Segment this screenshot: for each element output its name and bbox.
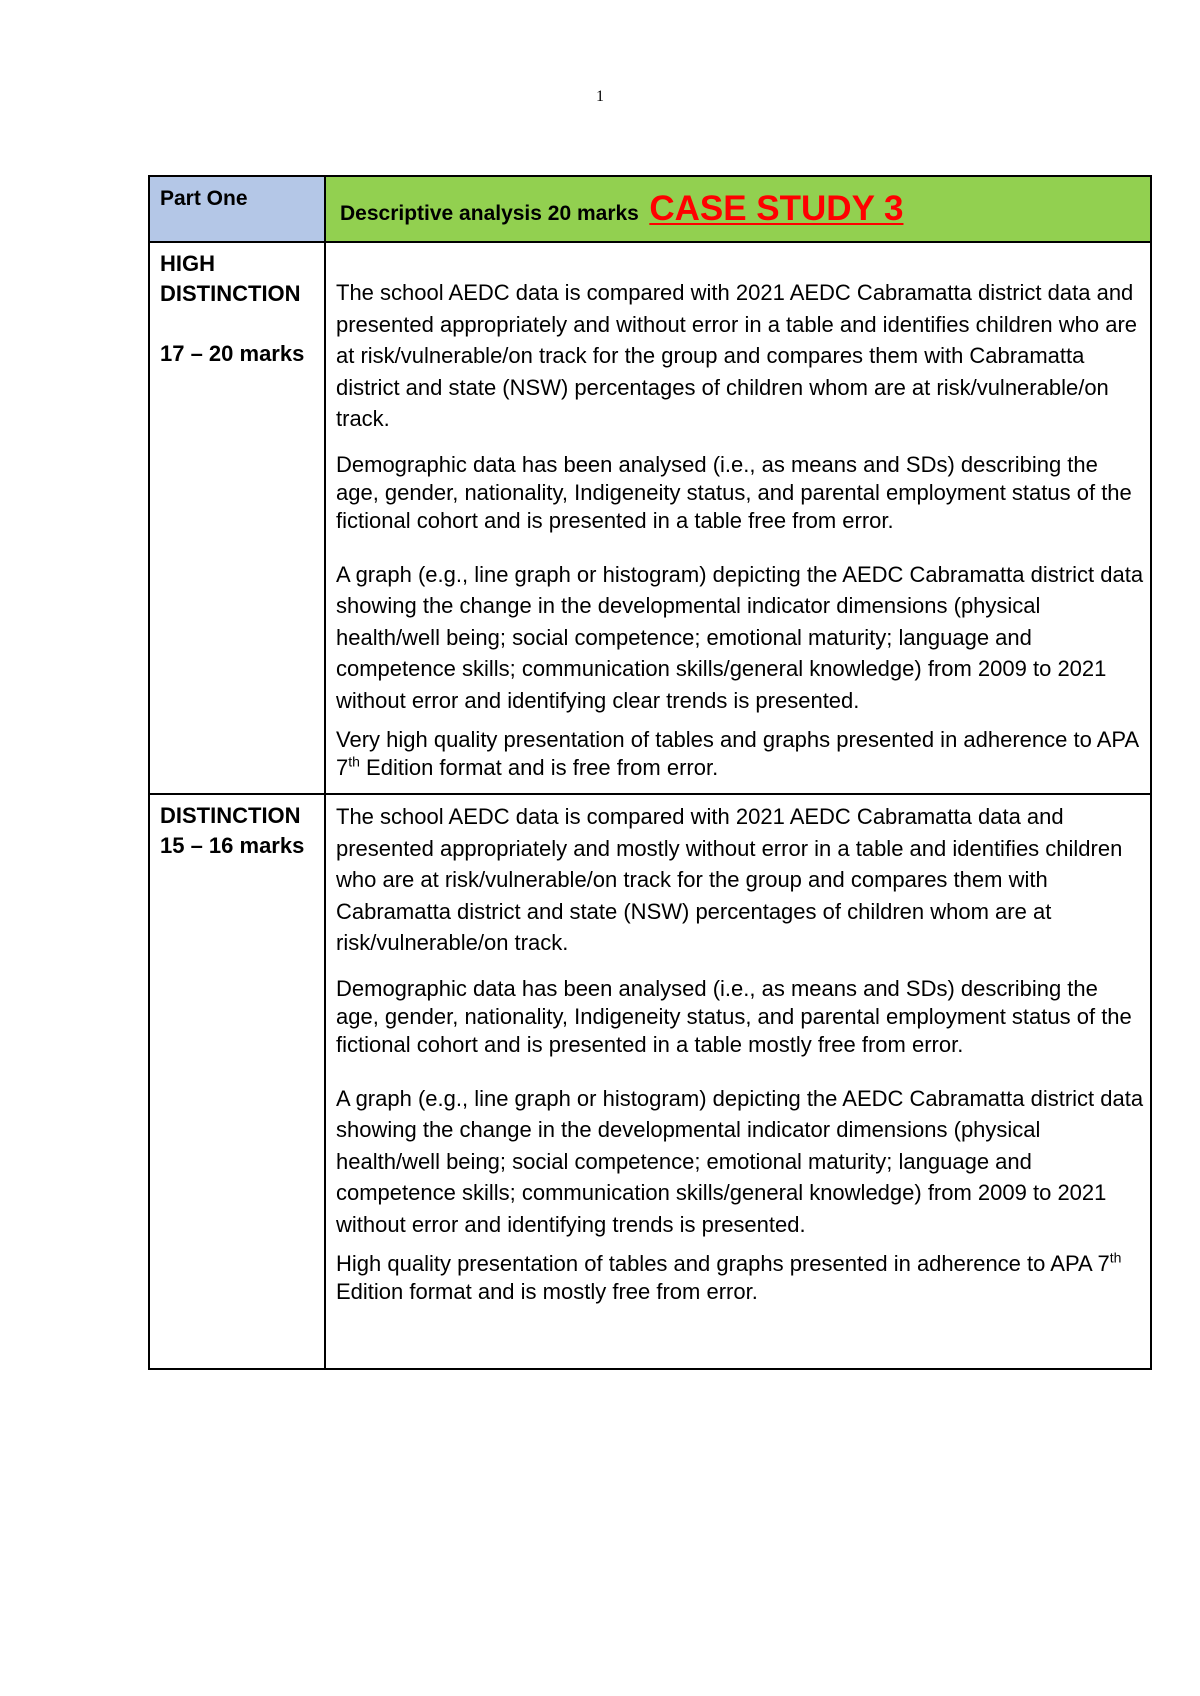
header-title-cell	[325, 176, 1151, 242]
grade-level: DISTINCTION	[160, 803, 301, 828]
criterion-paragraph: Demographic data has been analysed (i.e., as means and SDs) describing the age, gender, nationality, Indigeneity status, and parental employment status of the fictional cohort and is presented in a table free from error.	[336, 451, 1132, 533]
criterion-text: Very high quality presentation of tables and graphs presented in adherence to APA 7	[336, 727, 1138, 780]
marks-range: 15 – 16 marks	[160, 833, 305, 858]
criterion-text: Edition format and is mostly free from error.	[336, 1279, 758, 1304]
page-number: 1	[596, 88, 604, 105]
band-row-high-distinction	[149, 242, 1151, 794]
criterion-paragraph	[336, 726, 1144, 782]
criterion-text: Edition format and is free from error.	[359, 755, 719, 780]
criterion-paragraph: A graph (e.g., line graph or histogram) depicting the AEDC Cabramatta district data showing the change in the developmental indicator dimensions (physical health/well being; social competence; emotional maturity; language and competence skills; communication skills/general knowledge) from 2009 to 2021 without error and identifying clear trends is presented.	[336, 561, 1144, 713]
section-description: Descriptive analysis 20 marks	[340, 202, 639, 225]
ordinal-suffix: th	[1109, 1249, 1122, 1266]
criterion-paragraph: A graph (e.g., line graph or histogram) depicting the AEDC Cabramatta district data showing the change in the developmental indicator dimensions (physical health/well being; social competence; emotional maturity; language and competence skills; communication skills/general knowledge) from 2009 to 2021 without error and identifying trends is presented.	[336, 1085, 1144, 1237]
criteria-cell	[325, 794, 1151, 1369]
band-row-distinction	[149, 794, 1151, 1369]
part-label: Part One	[149, 176, 325, 242]
level-cell	[149, 794, 325, 1369]
criterion-paragraph: Demographic data has been analysed (i.e., as means and SDs) describing the age, gender, nationality, Indigeneity status, and parental employment status of the fictional cohort and is presented in a table mostly free from error.	[336, 975, 1132, 1057]
criterion-paragraph: The school AEDC data is compared with 2021 AEDC Cabramatta district data and presented appropriately and without error in a table and identifies children who are at risk/vulnerable/on track for the group and compares them with Cabramatta district and state (NSW) percentages of children whom are at risk/vulnerable/on track.	[336, 280, 1138, 431]
rubric-table	[148, 175, 1152, 1370]
case-study-label: CASE STUDY 3	[649, 189, 904, 228]
ordinal-suffix: th	[348, 753, 360, 770]
marks-range: 17 – 20 marks	[160, 341, 305, 366]
criterion-text: High quality presentation of tables and graphs presented in adherence to APA 7	[336, 1251, 1110, 1276]
rubric-header-row	[149, 176, 1151, 242]
level-cell	[149, 242, 325, 794]
grade-level: HIGH DISTINCTION	[160, 251, 301, 306]
criterion-paragraph	[336, 1250, 1144, 1306]
criterion-paragraph: The school AEDC data is compared with 2021 AEDC Cabramatta data and presented appropriately and mostly without error in a table and identifies children who are at risk/vulnerable/on track for the group and compares them with Cabramatta district and state (NSW) percentages of children whom are at risk/vulnerable/on track.	[336, 804, 1123, 955]
criteria-cell	[325, 242, 1151, 794]
